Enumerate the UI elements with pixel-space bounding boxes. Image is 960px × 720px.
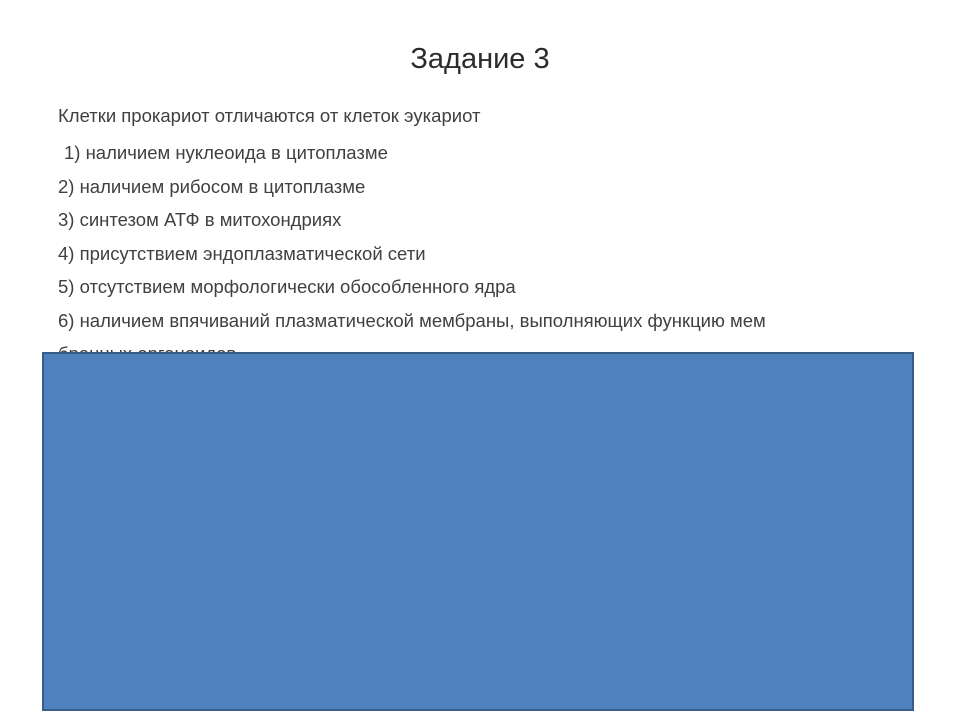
option-1: 1) наличием нуклеоида в цитоплазме xyxy=(64,142,388,163)
option-2: 2) наличием рибосом в цитоплазме xyxy=(58,175,366,197)
question-text: Клетки прокариот отличаются от клеток эукариот xyxy=(58,105,481,126)
answer-cover-box[interactable] xyxy=(42,352,914,711)
option-5: 5) отсутствием морфологически обособленного ядра xyxy=(58,276,516,297)
slide-title: Задание 3 xyxy=(410,43,550,75)
slide-body xyxy=(58,103,918,371)
option-4: 4) присутствием эндоплазматической сети xyxy=(58,242,426,264)
option-3: 3) синтезом АТФ в митохондриях xyxy=(58,209,342,230)
option-6: 6) наличием впячиваний плазматической мембраны, выполняющих функцию мем xyxy=(58,309,766,331)
